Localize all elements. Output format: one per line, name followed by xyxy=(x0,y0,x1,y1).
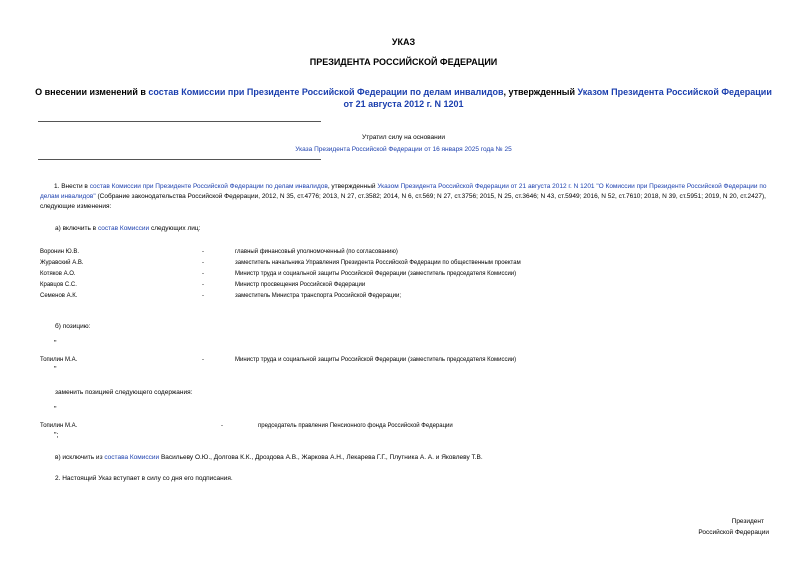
member-name: Кравцов С.С. xyxy=(40,282,77,288)
new-position-role: председатель правления Пенсионного фонда Российской Федерации xyxy=(258,423,453,429)
item-c-prefix: в) исключить из xyxy=(55,454,105,461)
close-quote-2: "; xyxy=(54,432,59,439)
item-a-link[interactable]: состав Комиссии xyxy=(97,225,150,232)
member-dash: - xyxy=(202,282,204,288)
member-name: Журавский А.В. xyxy=(40,260,84,266)
member-role: заместитель начальника Управления Президента Российской Федерации по общественным проектам xyxy=(235,260,521,266)
document-subject xyxy=(30,86,777,110)
member-dash: - xyxy=(202,271,204,277)
subject-text-1: О внесении изменений в xyxy=(35,87,149,97)
signature-block xyxy=(698,516,769,538)
member-dash: - xyxy=(202,249,204,255)
member-role: заместитель Министра транспорта Российской Федерации; xyxy=(235,293,401,299)
item-c-link[interactable]: состава Комиссии xyxy=(104,454,160,461)
repeal-note-line1: Утратил силу на основании xyxy=(361,134,446,141)
paragraph-1 xyxy=(40,182,770,212)
repeal-note-link[interactable]: Указа Президента Российской Федерации от 16 января 2025 года № 25 xyxy=(295,146,512,153)
old-position-name: Топилин М.А. xyxy=(40,357,78,363)
item-c xyxy=(55,453,483,463)
member-name: Котяков А.О. xyxy=(40,271,76,277)
para1-mid: , утвержденный xyxy=(327,183,378,190)
para1-rest: (Собрание законодательства Российской Федерации, 2012, N 35, ст.4776; 2013, N 27, ст.3582; 2014, N 6, ст.569; N 27, ст.3756; 2015, N 25, ст.3646; N 43, ст.5949; 2016, N 52, ст.7610; 2018, N 39, ст.5951; 2019, N 20, ст.2427), следующие изменения: xyxy=(40,193,766,210)
member-role: Министр труда и социальной защиты Российской Федерации (заместитель председателя Комиссии) xyxy=(235,271,517,277)
item-a-suffix: следующих лиц: xyxy=(149,225,201,232)
member-role: Министр просвещения Российской Федерации xyxy=(235,282,366,288)
repeal-note xyxy=(250,133,557,154)
old-position-dash: - xyxy=(202,357,204,363)
document-title: УКАЗ xyxy=(391,37,416,47)
open-quote: " xyxy=(54,340,57,347)
item-a-prefix: а) включить в xyxy=(55,225,98,232)
close-quote: " xyxy=(54,366,57,373)
para1-link-decree[interactable]: Указом Президента Российской Федерации от 21 августа 2012 г. N 1201 "О Комиссии при Президенте Российской Федерации по делам инвалидов" xyxy=(40,183,767,200)
subject-text-2: , утвержденный xyxy=(503,87,578,97)
bottom-divider xyxy=(38,159,321,160)
old-position-role: Министр труда и социальной защиты Российской Федерации (заместитель председателя Комиссии) xyxy=(235,357,517,363)
subject-link-commission[interactable]: состав Комиссии при Президенте Российской Федерации по делам инвалидов xyxy=(148,87,504,97)
member-name: Воронин Ю.В. xyxy=(40,249,80,255)
paragraph-2: 2. Настоящий Указ вступает в силу со дня его подписания. xyxy=(55,475,233,482)
para1-link-commission[interactable]: состав Комиссии при Президенте Российской Федерации по делам инвалидов xyxy=(89,183,328,190)
signature-line2: Российской Федерации xyxy=(698,529,769,536)
member-role: главный финансовый уполномоченный (по согласованию) xyxy=(235,249,398,255)
member-dash: - xyxy=(202,293,204,299)
replace-instruction: заменить позицией следующего содержания: xyxy=(55,389,193,396)
document-subtitle: ПРЕЗИДЕНТА РОССИЙСКОЙ ФЕДЕРАЦИИ xyxy=(309,57,498,67)
new-position-name: Топилин М.А. xyxy=(40,423,78,429)
para1-prefix: 1. Внести в xyxy=(54,183,90,190)
new-position-dash: - xyxy=(221,423,223,429)
item-a xyxy=(55,224,200,234)
open-quote-2: " xyxy=(54,406,57,413)
item-c-suffix: Васильеву О.Ю., Долгова К.К., Дроздова А.В., Жаркова А.Н., Лекарева Г.Г., Плутника А. А. и Яковлеву Т.В. xyxy=(159,454,483,461)
signature-line1: Президент xyxy=(731,518,764,525)
member-name: Семенов А.К. xyxy=(40,293,78,299)
item-b-label: б) позицию: xyxy=(55,323,91,330)
member-dash: - xyxy=(202,260,204,266)
subject-link-decree[interactable]: Указом Президента Российской Федерации от 21 августа 2012 г. N 1201 xyxy=(343,87,772,109)
top-divider xyxy=(38,121,321,122)
